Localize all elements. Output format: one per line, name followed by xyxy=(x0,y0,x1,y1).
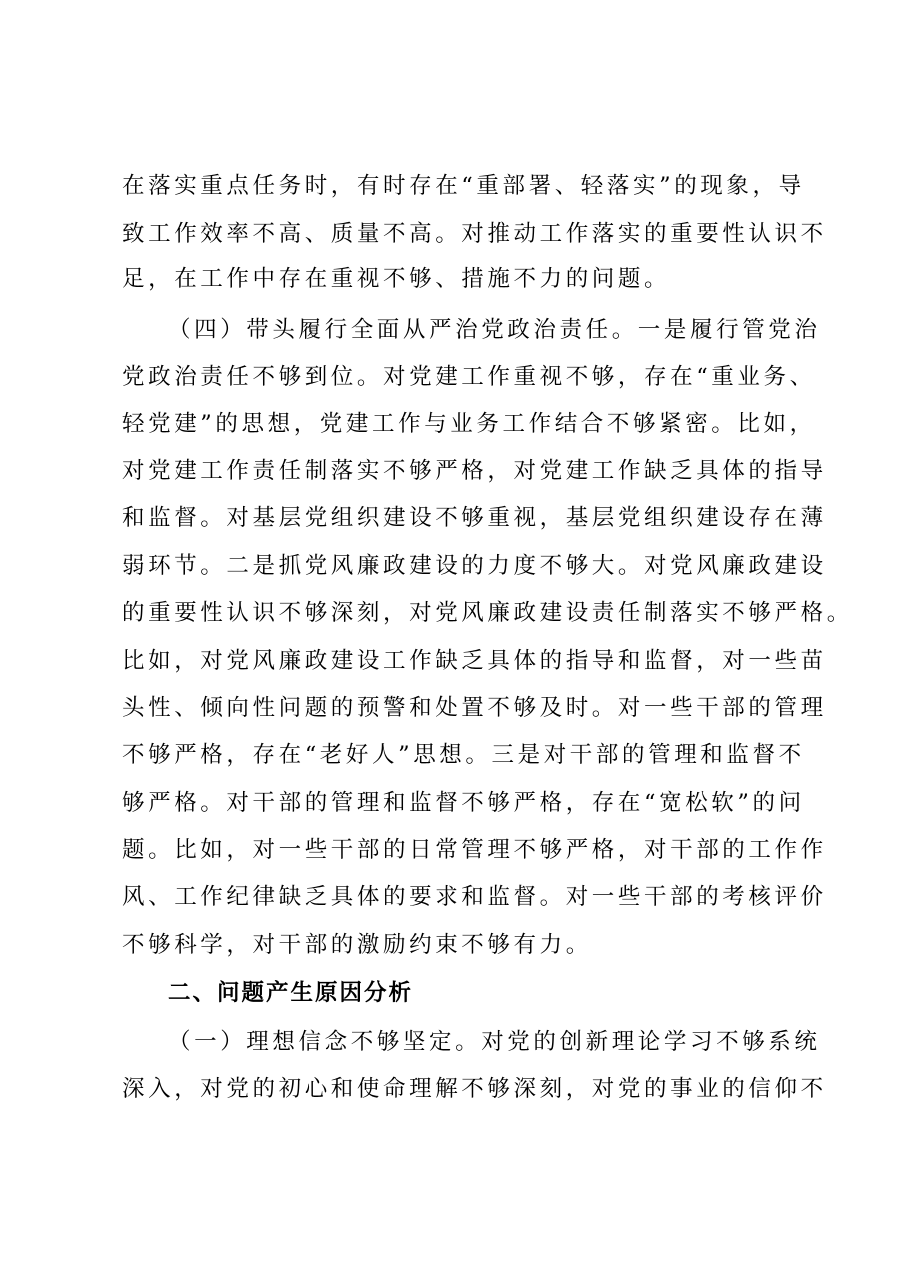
text-line: 不够科学，对干部的激励约束不够有力。 xyxy=(122,932,592,958)
text-line: 题。比如，对一些干部的日常管理不够严格，对干部的工作作 xyxy=(122,837,827,863)
text-line: 和监督。对基层党组织建设不够重视，基层党组织建设存在薄 xyxy=(122,505,827,531)
text-line: 致工作效率不高、质量不高。对推动工作落实的重要性认识不 xyxy=(122,221,827,247)
text-line: 比如，对党风廉政建设工作缺乏具体的指导和监督，对一些苗 xyxy=(122,648,827,674)
text-line: 党政治责任不够到位。对党建工作重视不够，存在“重业务、 xyxy=(122,364,816,390)
text-line: 足，在工作中存在重视不够、措施不力的问题。 xyxy=(122,266,671,292)
paragraph-start-line: （四）带头履行全面从严治党政治责任。一是履行管党治 xyxy=(168,317,821,343)
text-line: 不够严格，存在“老好人”思想。三是对干部的管理和监督不 xyxy=(122,742,805,768)
text-line: 风、工作纪律缺乏具体的要求和监督。对一些干部的考核评价 xyxy=(122,884,827,910)
text-line: 够严格。对干部的管理和监督不够严格，存在“宽松软”的问 xyxy=(122,790,805,816)
text-line: 对党建工作责任制落实不够严格，对党建工作缺乏具体的指导 xyxy=(122,458,827,484)
text-line: 轻党建”的思想，党建工作与业务工作结合不够紧密。比如， xyxy=(122,411,816,437)
text-line: 头性、倾向性问题的预警和处置不够及时。对一些干部的管理 xyxy=(122,695,827,721)
text-line: 在落实重点任务时，有时存在“重部署、轻落实”的现象，导 xyxy=(122,173,805,199)
paragraph-start-line: （一）理想信念不够坚定。对党的创新理论学习不够系统 xyxy=(168,1029,821,1055)
text-line: 的重要性认识不够深刻，对党风廉政建设责任制落实不够严格。 xyxy=(122,600,853,626)
text-line: 弱环节。二是抓党风廉政建设的力度不够大。对党风廉政建设 xyxy=(122,553,827,579)
text-line: 深入，对党的初心和使命理解不够深刻，对党的事业的信仰不 xyxy=(122,1076,827,1102)
section-heading: 二、问题产生原因分析 xyxy=(168,980,414,1006)
